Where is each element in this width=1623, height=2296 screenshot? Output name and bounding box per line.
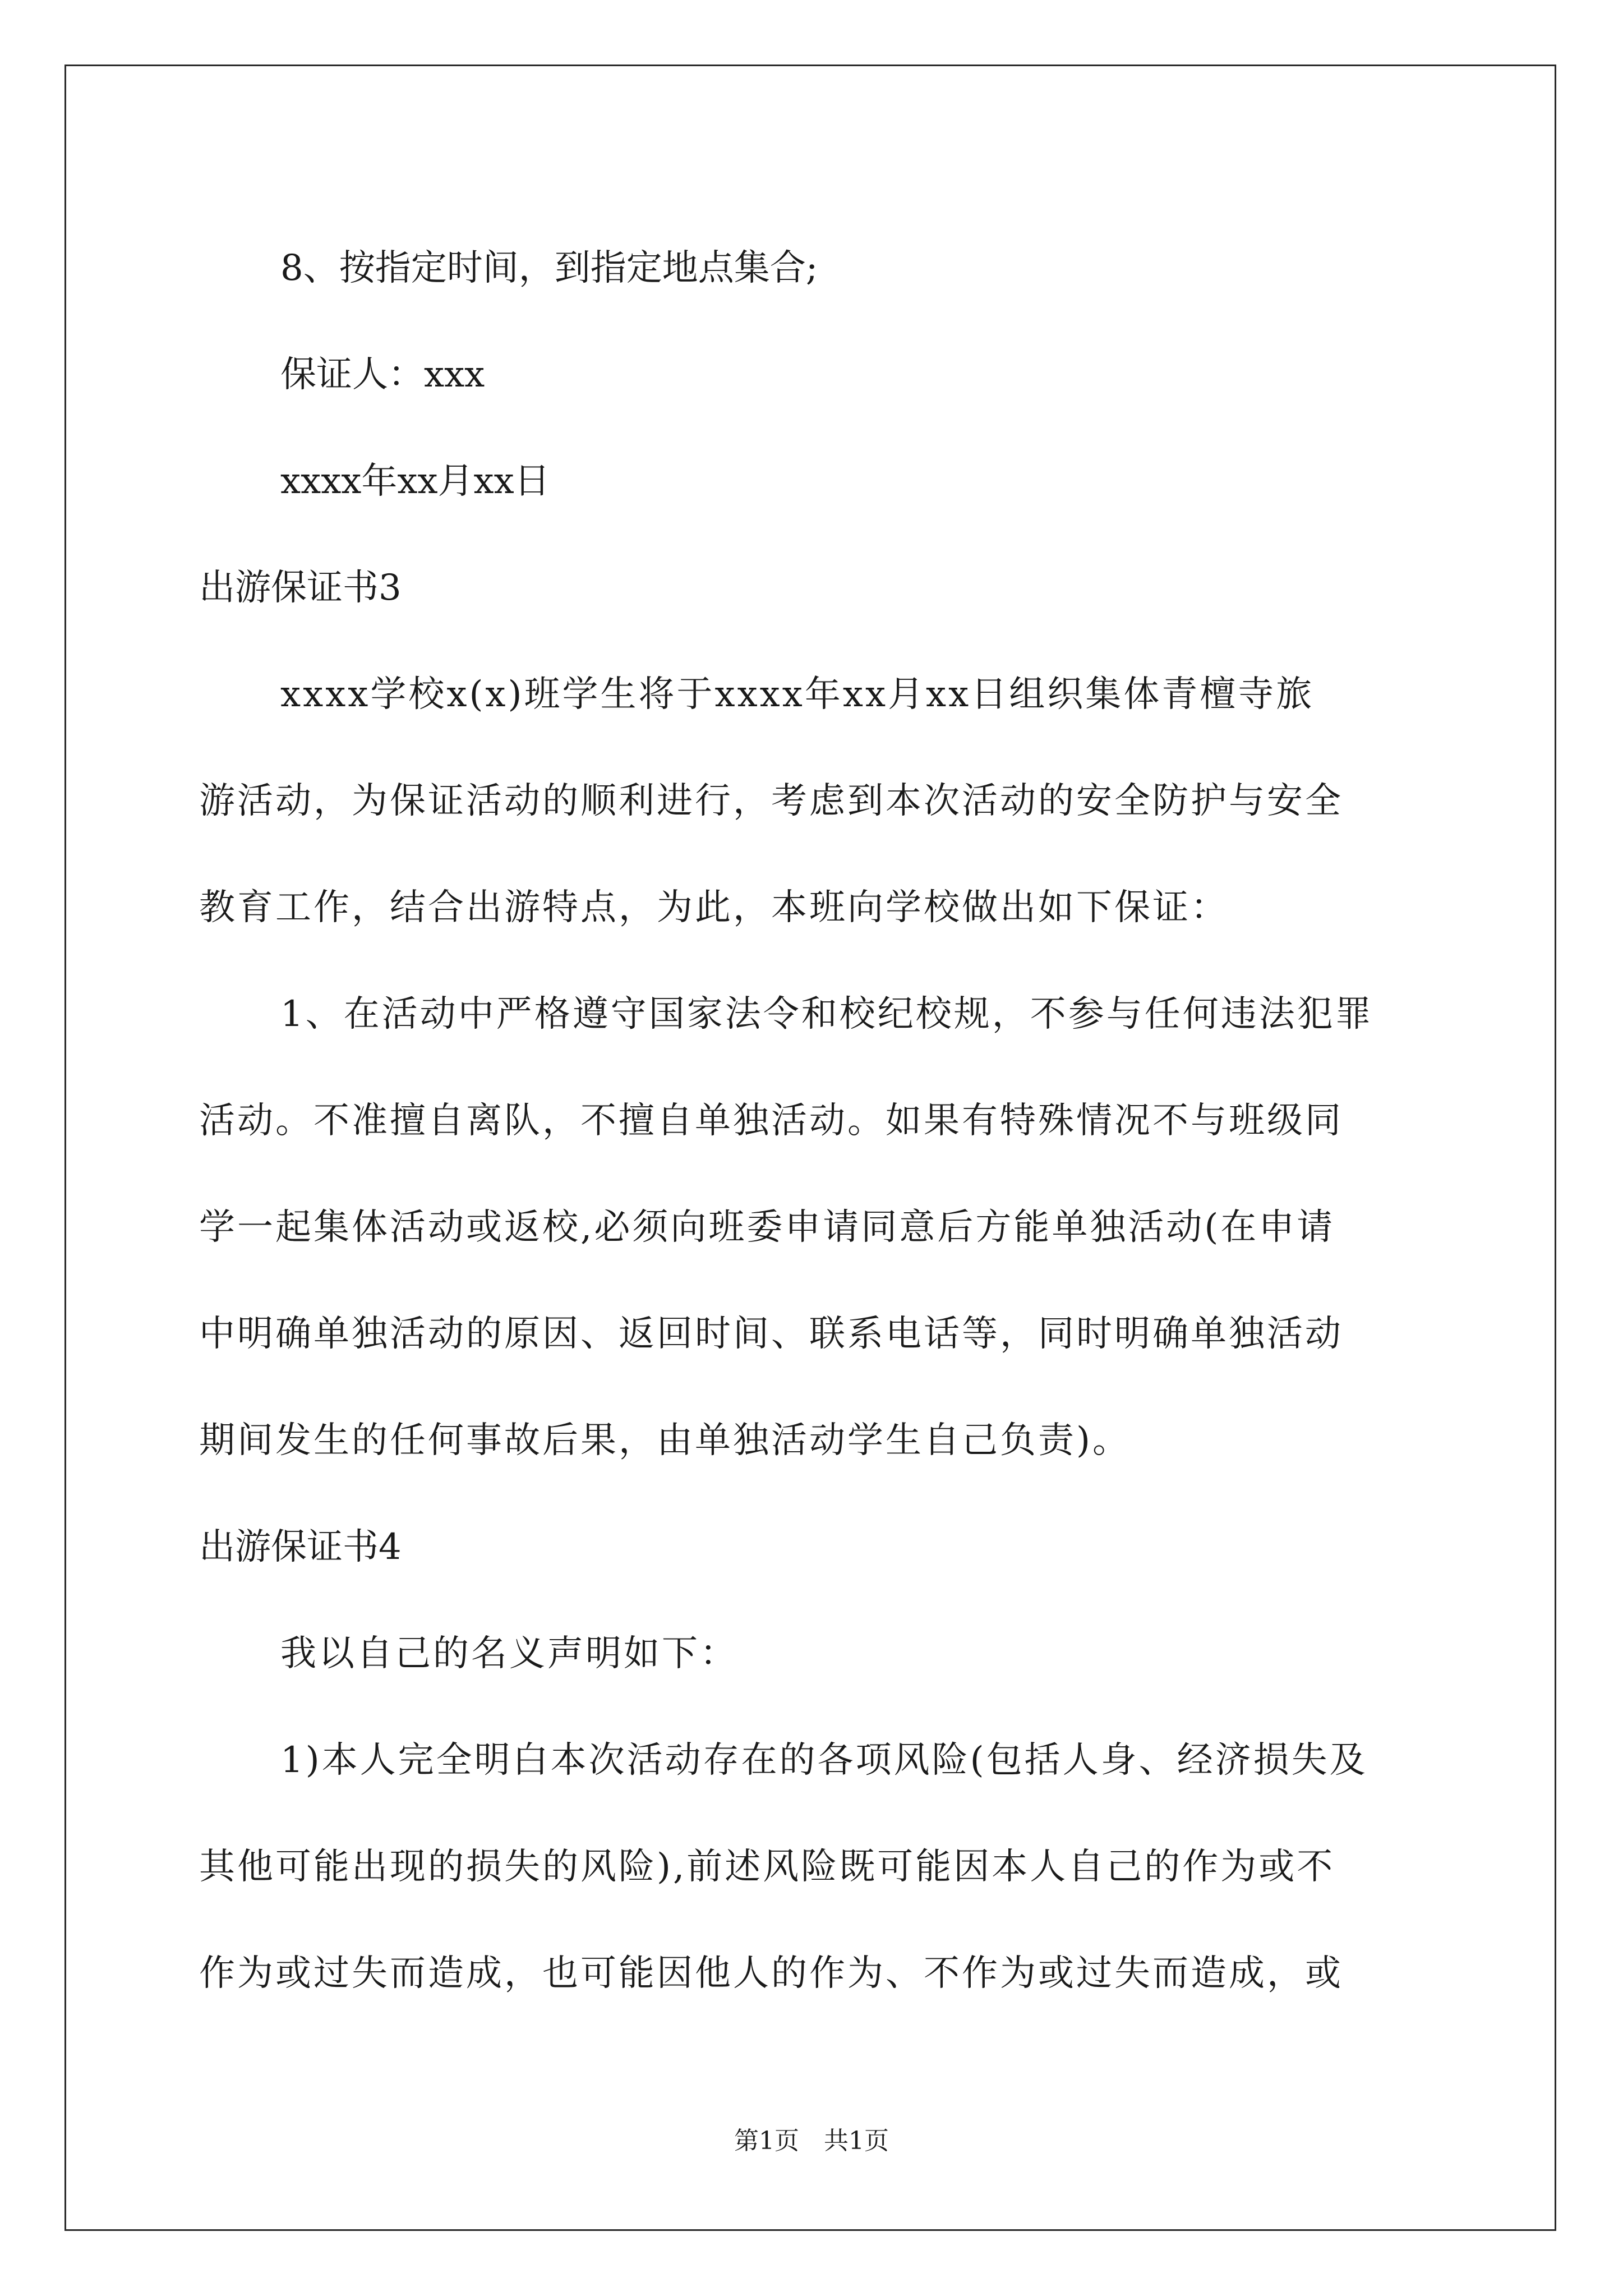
text-line: 1)本人完全明白本次活动存在的各项风险(包括人身、经济损失及 [280, 1740, 1368, 1781]
text-line: 中明确单独活动的原因、返回时间、联系电话等，同时明确单独活动 [199, 1313, 1343, 1355]
text-line: xxxx学校x(x)班学生将于xxxx年xx月xx日组织集体青檀寺旅 [280, 674, 1315, 715]
text-line: 保证人：xxx [280, 354, 485, 395]
text-line: 8、按指定时间，到指定地点集合; [280, 247, 818, 289]
text-line: 我以自己的名义声明如下： [280, 1633, 738, 1674]
text-line: 学一起集体活动或返校,必须向班委申请同意后方能单独活动(在申请 [199, 1207, 1335, 1248]
text-line: 活动。不准擅自离队，不擅自单独活动。如果有特殊情况不与班级同 [199, 1100, 1343, 1142]
text-line: xxxx年xx月xx日 [280, 461, 550, 502]
text-line: 游活动，为保证活动的顺利进行，考虑到本次活动的安全防护与安全 [199, 780, 1343, 822]
text-line: 其他可能出现的损失的风险),前述风险既可能因本人自己的作为或不 [199, 1846, 1335, 1888]
text-line: 期间发生的任何事故后果，由单独活动学生自己负责)。 [199, 1420, 1131, 1461]
page-footer: 第1页 共1页 [734, 2127, 889, 2155]
document-body [199, 215, 1433, 2027]
section-heading: 出游保证书4 [199, 1526, 402, 1568]
section-heading: 出游保证书3 [199, 567, 402, 609]
text-line: 作为或过失而造成，也可能因他人的作为、不作为或过失而造成，或 [199, 1953, 1343, 1994]
text-line: 1、在活动中严格遵守国家法令和校纪校规，不参与任何违法犯罪 [280, 993, 1373, 1035]
text-line: 教育工作，结合出游特点，为此，本班向学校做出如下保证： [199, 887, 1229, 928]
